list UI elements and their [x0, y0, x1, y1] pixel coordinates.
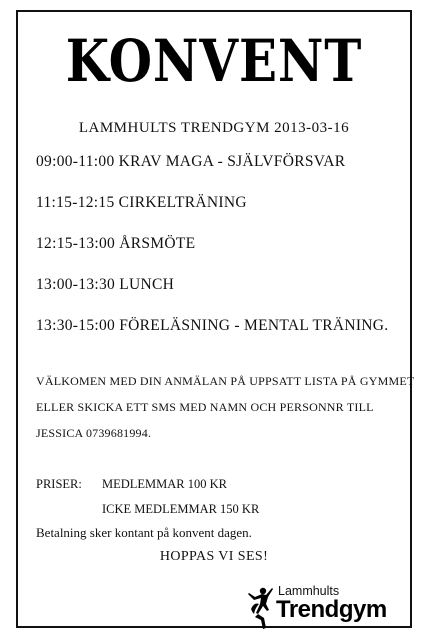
brand-logo — [242, 584, 412, 634]
schedule-item: 12:15-13:00 ÅRSMÖTE — [36, 235, 196, 252]
poster-subtitle: LAMMHULTS TRENDGYM 2013-03-16 — [78, 120, 350, 136]
schedule-item: 13:00-13:30 LUNCH — [36, 276, 175, 293]
logo-big-text: Trendgym — [276, 596, 387, 623]
schedule-item: 13:30-15:00 FÖRELÄSNING - MENTAL TRÄNING. — [36, 317, 389, 334]
payment-note: Betalning sker kontant på konvent dagen. — [36, 525, 252, 540]
schedule-item: 09:00-11:00 KRAV MAGA - SJÄLVFÖRSVAR — [36, 153, 346, 170]
prices-label: PRISER: — [36, 477, 82, 491]
price-non-members: ICKE MEDLEMMAR 150 KR — [102, 502, 260, 516]
dancer-silhouette-icon — [242, 584, 276, 634]
welcome-line: ELLER SKICKA ETT SMS MED NAMN OCH PERSONNR TILL — [36, 400, 374, 414]
poster-title: KONVENT — [65, 27, 363, 95]
welcome-line: VÄLKOMEN MED DIN ANMÄLAN PÅ UPPSATT LISTA PÅ GYMMET — [36, 374, 415, 388]
price-members: MEDLEMMAR 100 KR — [102, 477, 228, 491]
welcome-line: JESSICA 0739681994. — [36, 426, 152, 440]
closing-text: HOPPAS VI SES! — [159, 549, 269, 564]
schedule-item: 11:15-12:15 CIRKELTRÄNING — [36, 194, 247, 211]
logo-small-text: Lammhults — [278, 584, 340, 598]
poster-frame — [16, 10, 415, 628]
